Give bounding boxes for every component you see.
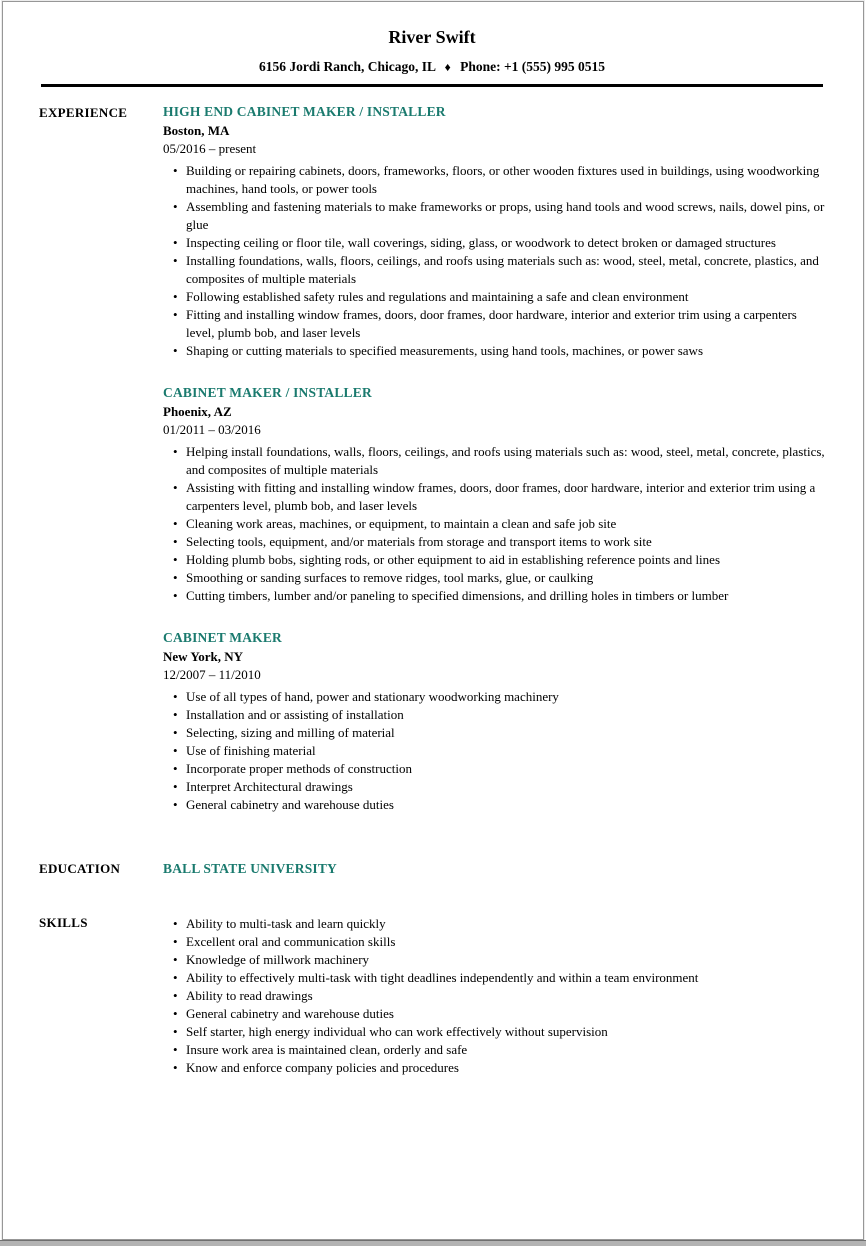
job-dates: 12/2007 – 11/2010 xyxy=(163,667,261,682)
job-location: New York, NY xyxy=(163,649,244,664)
job-entry xyxy=(163,385,825,605)
bullet-item: • Installation and or assisting of installation xyxy=(186,706,825,724)
address-text: 6156 Jordi Ranch, Chicago, IL xyxy=(258,59,436,74)
job-dates: 01/2011 – 03/2016 xyxy=(163,422,261,437)
section-skills xyxy=(39,914,825,1077)
job-dates: 05/2016 – present xyxy=(163,141,257,156)
resume-page xyxy=(2,1,864,1240)
job-title: CABINET MAKER xyxy=(163,630,282,645)
bullet-item: • Following established safety rules and regulations and maintaining a safe and clean environment xyxy=(186,288,825,306)
header-rule xyxy=(41,84,823,87)
bullet-item: • Helping install foundations, walls, floors, ceilings, and roofs using materials such as: wood, steel, metal, concrete, plastics, and composites of multiple materials xyxy=(186,443,825,479)
bullet-item: • Insure work area is maintained clean, orderly and safe xyxy=(186,1041,825,1059)
bullet-item: • Installing foundations, walls, floors, ceilings, and roofs using materials such as: wood, steel, metal, concrete, plastics, and composites of multiple materials xyxy=(186,252,825,288)
bullet-item: • Interpret Architectural drawings xyxy=(186,778,825,796)
diamond-separator-icon: ♦ xyxy=(444,60,451,74)
bullet-item: • Ability to read drawings xyxy=(186,987,825,1005)
education-school: BALL STATE UNIVERSITY xyxy=(163,861,338,876)
contact-line xyxy=(39,59,825,75)
phone-text: Phone: +1 (555) 995 0515 xyxy=(460,59,606,74)
bullet-item: • Smoothing or sanding surfaces to remove ridges, tool marks, glue, or caulking xyxy=(186,569,825,587)
bullet-item: • General cabinetry and warehouse duties xyxy=(186,1005,825,1023)
job-bullet-list xyxy=(163,688,825,814)
job-title: CABINET MAKER / INSTALLER xyxy=(163,385,372,400)
bullet-item: • Inspecting ceiling or floor tile, wall coverings, siding, glass, or woodwork to detect broken or damaged structures xyxy=(186,234,825,252)
section-experience xyxy=(39,104,825,814)
bullet-item: • Selecting tools, equipment, and/or materials from storage and transport items to work site xyxy=(186,533,825,551)
page-bottom-edge xyxy=(0,1240,866,1246)
job-bullet-list xyxy=(163,443,825,605)
bullet-item: • Assisting with fitting and installing window frames, doors, door frames, door hardware, interior and exterior trim using a carpenters level, plumb bob, and laser levels xyxy=(186,479,825,515)
bullet-item: • Ability to multi-task and learn quickly xyxy=(186,915,825,933)
skills-bullet-list xyxy=(163,915,825,1077)
bullet-item: • Know and enforce company policies and procedures xyxy=(186,1059,825,1077)
bullet-item: • General cabinetry and warehouse duties xyxy=(186,796,825,814)
section-education xyxy=(39,860,825,877)
bullet-item: • Cleaning work areas, machines, or equipment, to maintain a clean and safe job site xyxy=(186,515,825,533)
person-name: River Swift xyxy=(388,27,476,47)
bullet-item: • Incorporate proper methods of construction xyxy=(186,760,825,778)
bullet-item: • Self starter, high energy individual who can work effectively without supervision xyxy=(186,1023,825,1041)
bullet-item: • Selecting, sizing and milling of material xyxy=(186,724,825,742)
job-entry xyxy=(163,104,825,360)
bullet-item: • Knowledge of millwork machinery xyxy=(186,951,825,969)
page-content xyxy=(3,2,863,1077)
bullet-item: • Assembling and fastening materials to make frameworks or props, using hand tools and wood screws, nails, dowel pins, or glue xyxy=(186,198,825,234)
bullet-item: • Use of finishing material xyxy=(186,742,825,760)
bullet-item: • Holding plumb bobs, sighting rods, or other equipment to aid in establishing reference points and lines xyxy=(186,551,825,569)
section-label-skills: SKILLS xyxy=(39,915,88,930)
section-label-experience: EXPERIENCE xyxy=(39,105,128,120)
bullet-item: • Ability to effectively multi-task with tight deadlines independently and within a team environment xyxy=(186,969,825,987)
resume-header xyxy=(39,26,825,87)
bullet-item: • Excellent oral and communication skills xyxy=(186,933,825,951)
job-location: Phoenix, AZ xyxy=(163,404,232,419)
bullet-item: • Fitting and installing window frames, doors, door frames, door hardware, interior and exterior trim using a carpenters level, plumb bob, and laser levels xyxy=(186,306,825,342)
job-location: Boston, MA xyxy=(163,123,230,138)
bullet-item: • Shaping or cutting materials to specified measurements, using hand tools, machines, or power saws xyxy=(186,342,825,360)
section-label-education: EDUCATION xyxy=(39,861,121,876)
job-bullet-list xyxy=(163,162,825,360)
job-entry xyxy=(163,630,825,814)
job-title: HIGH END CABINET MAKER / INSTALLER xyxy=(163,104,446,119)
experience-entries xyxy=(163,104,825,814)
bullet-item: • Building or repairing cabinets, doors, frameworks, floors, or other wooden fixtures used in buildings, using woodworking machines, hand tools, or power tools xyxy=(186,162,825,198)
bullet-item: • Cutting timbers, lumber and/or paneling to specified dimensions, and drilling holes in timbers or lumber xyxy=(186,587,825,605)
bullet-item: • Use of all types of hand, power and stationary woodworking machinery xyxy=(186,688,825,706)
